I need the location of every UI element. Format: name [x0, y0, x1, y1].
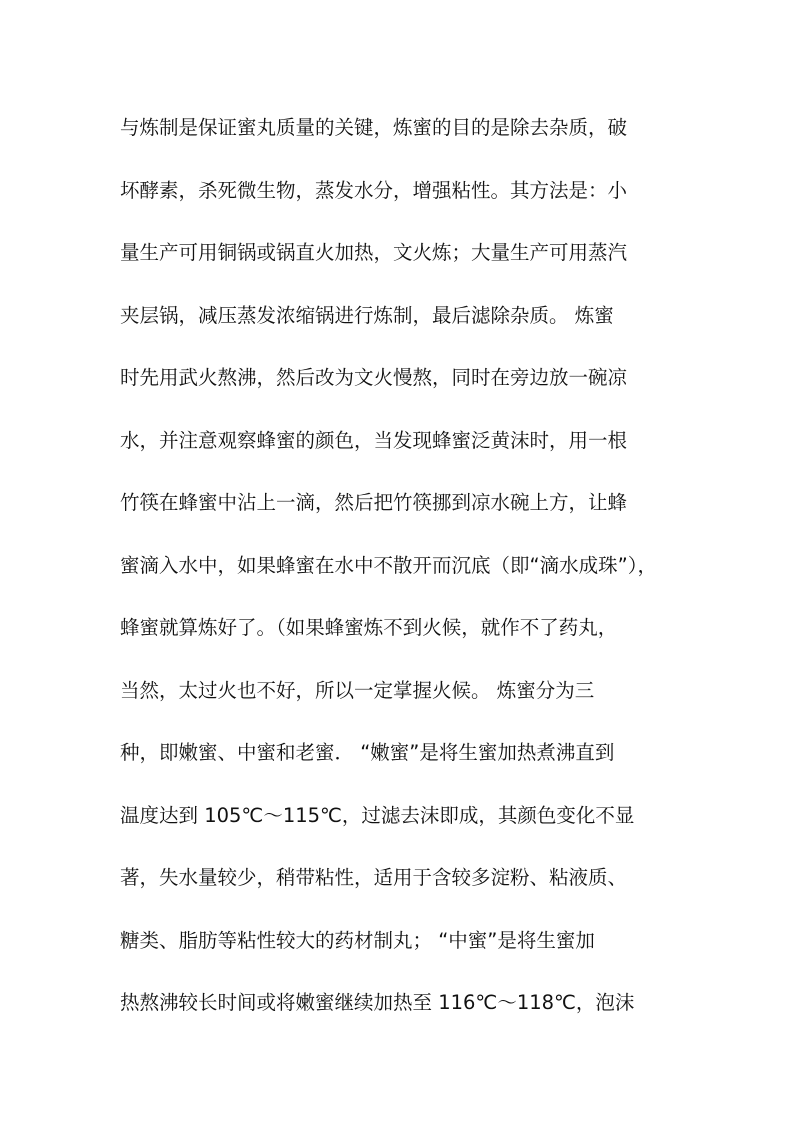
text-line: 当然，太过火也不好，所以一定掌握火候。 炼蜜分为三: [120, 678, 595, 702]
text-line: 种，即嫩蜜、中蜜和老蜜． “嫩蜜”是将生蜜加热煮沸直到: [120, 741, 615, 764]
text-line: 糖类、脂肪等粘性较大的药材制丸； “中蜜”是将生蜜加: [120, 928, 595, 952]
text-line: 量生产可用铜锅或锅直火加热，文火炼；大量生产可用蒸汽: [120, 241, 628, 264]
text-line: 水，并注意观察蜂蜜的颜色，当发现蜂蜜泛黄沫时，用一根: [120, 428, 628, 452]
text-line: 蜜滴入水中，如果蜂蜜在水中不散开而沉底（即“滴水成珠”），: [120, 553, 657, 577]
text-line: 温度达到 105℃～115℃，过滤去沫即成，其颜色变化不显: [120, 803, 635, 827]
text-line: 与炼制是保证蜜丸质量的关键，炼蜜的目的是除去杂质，破: [120, 116, 628, 139]
text-line: 蜂蜜就算炼好了。（如果蜂蜜炼不到火候，就作不了药丸，: [120, 616, 618, 639]
text-line: 时先用武火熬沸，然后改为文火慢熬，同时在旁边放一碗凉: [120, 366, 628, 389]
text-line: 坏酵素，杀死微生物，蒸发水分，增强粘性。其方法是：小: [120, 178, 628, 202]
text-line: 热熬沸较长时间或将嫩蜜继续加热至 116℃～118℃，泡沫: [120, 991, 635, 1014]
document-body: [120, 104, 680, 1042]
text-line: 竹筷在蜂蜜中沾上一滴，然后把竹筷挪到凉水碗上方，让蜂: [120, 491, 628, 514]
text-line: 夹层锅，减压蒸发浓缩锅进行炼制，最后滤除杂质。 炼蜜: [120, 303, 614, 327]
text-line: 著，失水量较少，稍带粘性，适用于含较多淀粉、粘液质、: [120, 866, 628, 889]
